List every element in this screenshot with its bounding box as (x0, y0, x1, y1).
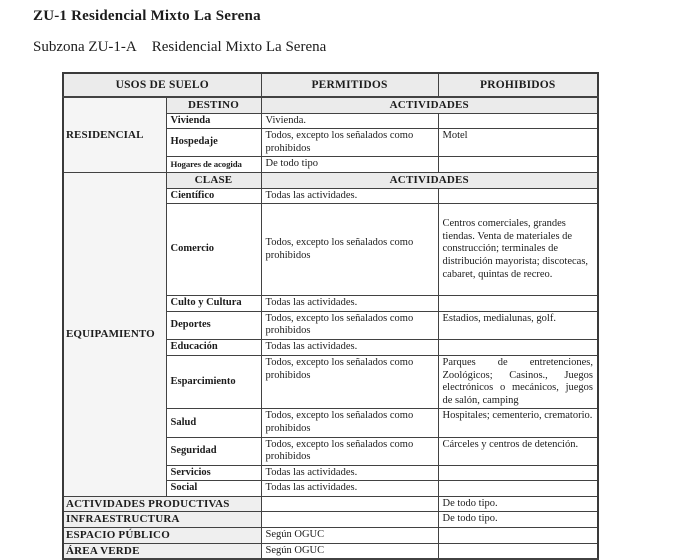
prohibidos-cell: Parques de entretenciones, Zoológicos; Casinos., Juegos electrónicos o mecánicos, juegos de salón, camping (438, 355, 598, 408)
permitidos-cell: Todas las actividades. (261, 465, 438, 481)
prohibidos-cell: Cárceles y centros de detención. (438, 437, 598, 465)
prohibidos-cell (438, 296, 598, 312)
permitidos-cell (261, 512, 438, 528)
permitidos-cell: Según OGUC (261, 543, 438, 559)
category-equipamiento: EQUIPAMIENTO (63, 172, 166, 496)
prohibidos-cell: Hospitales; cementerio, crematorio. (438, 409, 598, 437)
permitidos-cell: Todos, excepto los señalados como prohibidos (261, 409, 438, 437)
prohibidos-cell: De todo tipo. (438, 512, 598, 528)
destino-label: Vivienda (166, 113, 261, 129)
category-residencial: RESIDENCIAL (63, 97, 166, 172)
subzone-line (33, 39, 326, 56)
permitidos-cell: Todos, excepto los señalados como prohibidos (261, 204, 438, 296)
subzone-code: Subzona ZU-1-A (33, 39, 137, 55)
destino-label: Hospedaje (166, 129, 261, 157)
table-row (63, 496, 598, 512)
prohibidos-cell (438, 481, 598, 497)
prohibidos-cell: De todo tipo. (438, 496, 598, 512)
prohibidos-cell: Centros comerciales, grandes tiendas. Venta de materiales de construcción; terminales de distribución mayorista; discotecas, cabaret, quintas de recreo. (438, 204, 598, 296)
permitidos-cell: De todo tipo (261, 157, 438, 173)
clase-label: Servicios (166, 465, 261, 481)
land-use-table (62, 72, 599, 560)
permitidos-cell: Todos, excepto los señalados como prohibidos (261, 129, 438, 157)
permitidos-cell: Según OGUC (261, 528, 438, 544)
document-title: ZU-1 Residencial Mixto La Serena (33, 8, 261, 24)
clase-label: Esparcimiento (166, 355, 261, 408)
clase-label: Comercio (166, 204, 261, 296)
permitidos-cell: Todas las actividades. (261, 296, 438, 312)
permitidos-cell (261, 496, 438, 512)
subzone-name: Residencial Mixto La Serena (151, 39, 327, 55)
footer-label: ÁREA VERDE (63, 543, 261, 559)
prohibidos-cell (438, 339, 598, 355)
permitidos-cell: Vivienda. (261, 113, 438, 129)
clase-label: Científico (166, 188, 261, 204)
clase-label: Seguridad (166, 437, 261, 465)
prohibidos-cell (438, 188, 598, 204)
permitidos-cell: Todas las actividades. (261, 339, 438, 355)
permitidos-cell: Todas las actividades. (261, 481, 438, 497)
footer-label: INFRAESTRUCTURA (63, 512, 261, 528)
permitidos-cell: Todos, excepto los señalados como prohibidos (261, 437, 438, 465)
destino-label: Hogares de acogida (166, 157, 261, 173)
header-prohibidos: PROHIBIDOS (438, 73, 598, 97)
subheader-actividades: ACTIVIDADES (261, 172, 598, 188)
prohibidos-cell: Estadios, medialunas, golf. (438, 311, 598, 339)
prohibidos-cell (438, 113, 598, 129)
clase-label: Culto y Cultura (166, 296, 261, 312)
header-usos-de-suelo: USOS DE SUELO (63, 73, 261, 97)
clase-label: Educación (166, 339, 261, 355)
clase-label: Salud (166, 409, 261, 437)
subheader-actividades: ACTIVIDADES (261, 97, 598, 113)
permitidos-cell: Todas las actividades. (261, 188, 438, 204)
header-permitidos: PERMITIDOS (261, 73, 438, 97)
permitidos-cell: Todos, excepto los señalados como prohibidos (261, 355, 438, 408)
prohibidos-cell (438, 157, 598, 173)
table-row (63, 528, 598, 544)
residencial-subheader-row (63, 97, 598, 113)
subheader-destino: DESTINO (166, 97, 261, 113)
clase-label: Social (166, 481, 261, 497)
permitidos-cell: Todos, excepto los señalados como prohibidos (261, 311, 438, 339)
prohibidos-cell (438, 528, 598, 544)
table-row (63, 512, 598, 528)
clase-label: Deportes (166, 311, 261, 339)
table-header-row (63, 73, 598, 97)
equipamiento-subheader-row (63, 172, 598, 188)
prohibidos-cell: Motel (438, 129, 598, 157)
footer-label: ESPACIO PÚBLICO (63, 528, 261, 544)
table-row (63, 543, 598, 559)
prohibidos-cell (438, 465, 598, 481)
prohibidos-cell (438, 543, 598, 559)
footer-label: ACTIVIDADES PRODUCTIVAS (63, 496, 261, 512)
subheader-clase: CLASE (166, 172, 261, 188)
